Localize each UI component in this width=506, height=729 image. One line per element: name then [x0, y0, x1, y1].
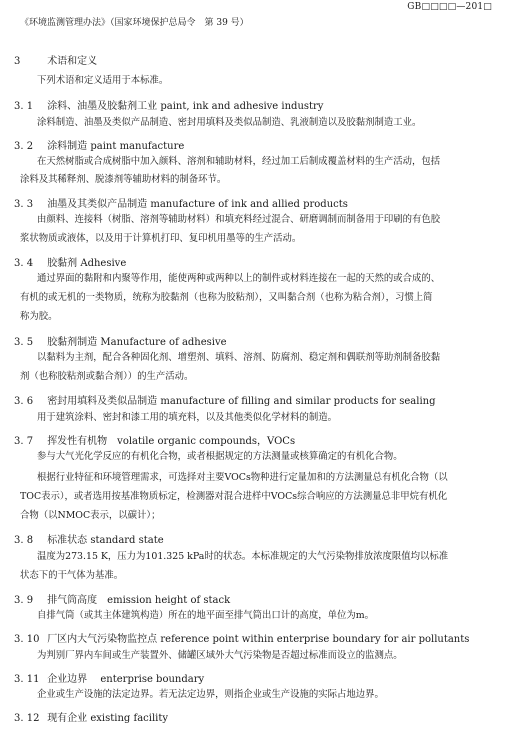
- definition-line: 企业或生产设施的法定边界。若无法定边界，则指企业或生产设施的实际占地边界。: [37, 689, 384, 700]
- term-title: 企业边界 enterprise boundary: [47, 674, 205, 685]
- term-heading: [14, 591, 230, 606]
- term-number: 3. 10: [14, 634, 40, 645]
- term-heading: [14, 432, 295, 447]
- definition-line: 涂料制造、油墨及类似产品制造、密封用填料及类似品制造、乳液制造以及胶黏剂制造工业。: [37, 117, 422, 128]
- document-code: GB□□□□—201□: [407, 2, 492, 12]
- term-number: 3. 3: [14, 199, 34, 210]
- term-title: 排气筒高度 emission height of stack: [47, 595, 231, 606]
- term-definition: [37, 153, 492, 172]
- definition-line: 浆状物质或液体，以及用于计算机打印、复印机用墨等的生产活动。: [20, 233, 302, 244]
- term-title: 挥发性有机物 volatile organic compounds，VOCs: [47, 436, 296, 447]
- section-title: 术语和定义: [47, 56, 98, 67]
- term-title: 胶黏剂制造 Manufacture of adhesive: [47, 337, 227, 348]
- term-title: 密封用填料及类似品制造 manufacture of filling and similar products for sealing: [47, 396, 436, 407]
- section-number: 3: [14, 56, 21, 67]
- term-heading: [14, 97, 323, 112]
- term-heading: [14, 137, 184, 152]
- term-number: 3. 9: [14, 595, 34, 606]
- term-heading: [14, 254, 126, 269]
- definition-line: 以黏料为主剂，配合各种固化剂、增塑剂、填料、溶剂、防腐剂、稳定剂和偶联剂等助剂制备胶黏: [37, 352, 441, 363]
- term-number: 3. 1: [14, 101, 34, 112]
- definition-line: 称为胶。: [20, 311, 58, 322]
- term-number: 3. 4: [14, 258, 34, 269]
- definition-line: 根据行业特征和环境管理需求，可选择对主要VOCs物种进行定量加和的方法测量总有机化合物（以: [37, 472, 448, 483]
- term-title: 厂区内大气污染物监控点 reference point within enterprise boundary for air pollutants: [47, 634, 470, 645]
- definition-line: 自排气筒（或其主体建筑构造）所在的地平面至排气筒出口计的高度，单位为m。: [37, 610, 375, 621]
- definition-line: 合物（以NMOC表示，以碳计）；: [20, 510, 161, 521]
- definition-line: 参与大气光化学反应的有机化合物，或者根据规定的方法测量或核算确定的有机化合物。: [37, 451, 403, 462]
- term-number: 3. 5: [14, 337, 34, 348]
- term-definition: [37, 114, 492, 133]
- term-title: 现有企业 existing facility: [47, 713, 169, 724]
- term-heading: [14, 630, 469, 645]
- term-title: 胶黏剂 Adhesive: [47, 258, 127, 269]
- term-heading: [14, 670, 204, 685]
- definition-line: 由颜料、连接料（树脂、溶剂等辅助材料）和填充料经过混合、研磨调制而制备用于印刷的有色胶: [37, 214, 441, 225]
- term-heading: [14, 531, 164, 546]
- term-number: 3. 2: [14, 141, 34, 152]
- reference-note: 《环境监测管理办法》（国家环境保护总局令 第 39 号）: [20, 18, 249, 28]
- definition-line: 有机的或无机的一类物质，统称为胶黏剂（也称为胶粘剂），又叫黏合剂（也称为粘合剂），习惯上简: [20, 292, 433, 303]
- definition-line: 通过界面的黏附和内聚等作用，能使两种或两种以上的制件或材料连接在一起的天然的或合成的、: [37, 273, 441, 284]
- section-intro: 下列术语和定义适用于本标准。: [37, 75, 169, 86]
- term-heading: [14, 709, 168, 724]
- term-number: 3. 6: [14, 396, 34, 407]
- section-heading: [14, 52, 97, 67]
- definition-line: 为判别厂界内车间或生产装置外、储罐区域外大气污染物是否超过标准而设立的监测点。: [37, 650, 403, 661]
- term-number: 3. 7: [14, 436, 34, 447]
- term-heading: [14, 333, 227, 348]
- term-title: 标准状态 standard state: [47, 535, 164, 546]
- definition-line: 在天然树脂或合成树脂中加入颜料、溶剂和辅助材料，经过加工后制成覆盖材料的生产活动，包括: [37, 156, 441, 167]
- term-number: 3. 11: [14, 674, 40, 685]
- term-title: 油墨及其类似产品制造 manufacture of ink and allied products: [47, 199, 348, 210]
- term-title: 涂料、油墨及胶黏剂工业 paint, ink and adhesive industry: [47, 101, 324, 112]
- term-number: 3. 12: [14, 713, 40, 724]
- definition-line: 剂（也称胶粘剂或黏合剂））的生产活动。: [20, 371, 194, 382]
- term-title: 涂料制造 paint manufacture: [47, 141, 185, 152]
- definition-line: TOC表示），或者选用按基准物质标定，检测器对混合进样中VOCs综合响应的方法测量总非甲烷有机化: [20, 491, 448, 502]
- definition-line: 用于建筑涂料、密封和漆工用的填充料，以及其他类似化学材料的制造。: [37, 412, 338, 423]
- term-number: 3. 8: [14, 535, 34, 546]
- definition-line: 涂料及其稀释剂、脱漆剂等辅助材料的制备环节。: [20, 174, 227, 185]
- definition-line: 温度为273.15 K，压力为101.325 kPa时的状态。本标准规定的大气污染物排放浓度限值均以标准: [37, 551, 449, 562]
- term-heading: [14, 195, 348, 210]
- definition-line: 状态下的干气体为基准。: [20, 570, 124, 581]
- term-heading: [14, 392, 436, 407]
